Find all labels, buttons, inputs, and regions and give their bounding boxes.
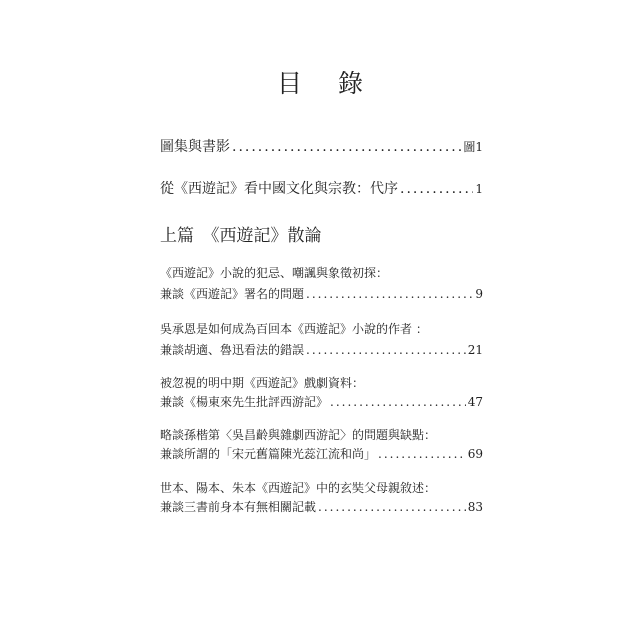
entry-line1: 《西遊記》小說的犯忌、嘲諷與象徵初探： [160, 266, 389, 280]
dot-leader [330, 395, 466, 409]
entry-page: 9 [475, 287, 483, 301]
entry-line1: 略談孫楷第〈吳昌齡與雜劇西游記〉的問題與缺點： [160, 428, 437, 442]
toc-entry [160, 445, 483, 462]
toc-entry [160, 136, 483, 156]
entry-page: 1 [475, 182, 483, 196]
page-title: 目 錄 [277, 69, 377, 98]
entry-page: 83 [467, 500, 483, 514]
dot-leader [378, 447, 466, 461]
entry-title: 兼談《楊東來先生批評西游記》 [160, 395, 329, 409]
toc-entry [160, 393, 483, 410]
toc-entry [160, 285, 483, 302]
entry-page: 47 [467, 395, 483, 409]
entry-line1: 被忽視的明中期《西遊記》戲劇資料： [160, 376, 365, 390]
dot-leader [306, 343, 466, 357]
toc-entry [160, 498, 483, 515]
dot-leader [306, 287, 473, 301]
dot-leader [232, 139, 461, 155]
entry-page: 圖1 [463, 140, 483, 154]
entry-title: 圖集與書影 [160, 139, 230, 155]
entry-line1: 吳承恩是如何成為百回本《西遊記》小說的作者 ： [160, 322, 428, 336]
entry-title: 兼談三書前身本有無相關記載 [160, 500, 317, 514]
entry-title: 兼談《西遊記》署名的問題 [160, 287, 305, 301]
entry-page: 21 [467, 343, 483, 357]
toc-entry [160, 341, 483, 358]
toc-entry [160, 178, 483, 198]
entry-title: 兼談胡適、魯迅看法的錯誤 [160, 343, 305, 357]
entry-title: 兼談所謂的「宋元舊篇陳光蕊江流和尚」 [160, 447, 377, 461]
part-heading: 上篇 《西遊記》散論 [160, 226, 322, 246]
entry-title: 從《西遊記》看中國文化與宗教：代序 [160, 181, 398, 197]
entry-line1: 世本、陽本、朱本《西遊記》中的玄奘父母親敘述： [160, 481, 437, 495]
dot-leader [318, 500, 466, 514]
entry-page: 69 [467, 447, 483, 461]
dot-leader [400, 181, 473, 197]
